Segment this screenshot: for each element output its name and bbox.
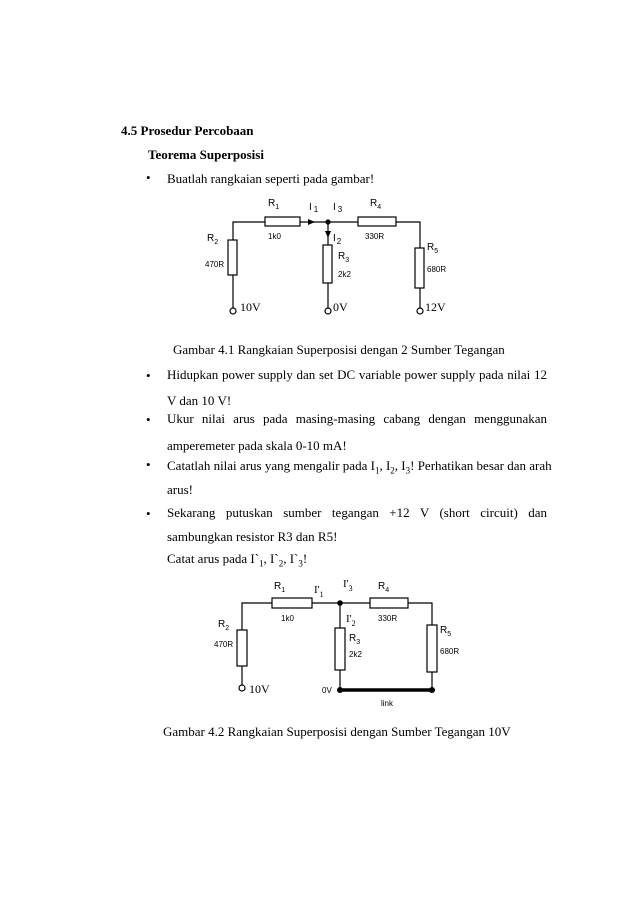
fig1-r2-value: 470R [205, 260, 225, 269]
fig2-r5-label: $R_5$ [440, 625, 452, 638]
circuit-figure-1 [195, 188, 465, 323]
fig2-i3-label: $I'_3$ [343, 578, 353, 593]
fig1-r3-label: $R_3$ [338, 251, 350, 264]
fig2-r4-value: 330R [378, 614, 398, 623]
step-4-line-2: arus! [167, 482, 193, 497]
fig2-r3-label: $R_3$ [349, 633, 361, 646]
fig1-voltage-mid: 0V [333, 300, 348, 314]
bullet-5: • [146, 506, 151, 521]
fig1-i1-label: I $_1$ [309, 202, 319, 214]
fig2-r2-value: 470R [214, 640, 234, 649]
fig1-r2-label: $R_2$ [207, 233, 219, 246]
fig1-r1-label: $R_1$ [268, 198, 280, 211]
figure-2-caption: Gambar 4.2 Rangkaian Superposisi dengan Sumber Tegangan 10V [163, 724, 511, 739]
fig2-r4-label: $R_4$ [378, 581, 390, 594]
fig1-r1-value: 1k0 [268, 232, 281, 241]
fig1-i2-label: $I_2$ [333, 233, 342, 246]
fig1-r5-label: $R_5$ [427, 242, 439, 255]
bullet-1: • [146, 170, 151, 185]
fig2-link-label: link [381, 699, 394, 707]
fig2-r2-label: $R_2$ [218, 619, 230, 632]
fig2-voltage-left: 10V [249, 682, 270, 696]
fig2-r1-label: $R_1$ [274, 581, 286, 594]
fig2-voltage-mid: 0V [322, 686, 332, 695]
step-2-line-2: V dan 10 V! [167, 393, 232, 408]
fig1-r4-label: $R_4$ [370, 198, 382, 211]
step-5-line-1: Sekarang putuskan sumber tegangan +12 V (short circuit) dan [167, 505, 547, 520]
step-4-line-1: Catatlah nilai arus yang mengalir pada $I_1$, $I_2$, $I_3$! Perhatikan besar dan arah [167, 458, 552, 476]
step-3-line-1: Ukur nilai arus pada masing-masing cabang dengan menggunakan [167, 411, 547, 426]
fig1-i3-label: I $_3$ [333, 202, 343, 214]
fig1-voltage-left: 10V [240, 300, 261, 314]
fig1-voltage-right: 12V [425, 300, 446, 314]
fig2-r3-value: 2k2 [349, 650, 362, 659]
step-1-text: Buatlah rangkaian seperti pada gambar! [167, 171, 375, 186]
bullet-2: • [146, 368, 151, 383]
figure-1-caption: Gambar 4.1 Rangkaian Superposisi dengan 2 Sumber Tegangan [173, 342, 505, 357]
step-3-line-2: amperemeter pada skala 0-10 mA! [167, 438, 347, 453]
fig2-i2-label: $I'_2$ [346, 613, 356, 628]
bullet-3: • [146, 412, 151, 427]
fig1-r3-value: 2k2 [338, 270, 351, 279]
step-5-line-3: Catat arus pada $I`_1$, $I`_2$, $I`_3$! [167, 551, 308, 569]
fig2-r1-value: 1k0 [281, 614, 294, 623]
section-title: 4.5 Prosedur Percobaan [121, 123, 254, 138]
circuit-figure-2 [205, 572, 465, 707]
fig1-r5-value: 680R [427, 265, 447, 274]
fig1-r4-value: 330R [365, 232, 385, 241]
fig2-i1-label: $I'_1$ [314, 584, 324, 599]
fig2-r5-value: 680R [440, 647, 460, 656]
step-2-line-1: Hidupkan power supply dan set DC variable power supply pada nilai 12 [167, 367, 547, 382]
bullet-4: • [146, 457, 151, 472]
section-subtitle: Teorema Superposisi [148, 147, 264, 162]
step-5-line-2: sambungkan resistor R3 dan R5! [167, 529, 338, 544]
